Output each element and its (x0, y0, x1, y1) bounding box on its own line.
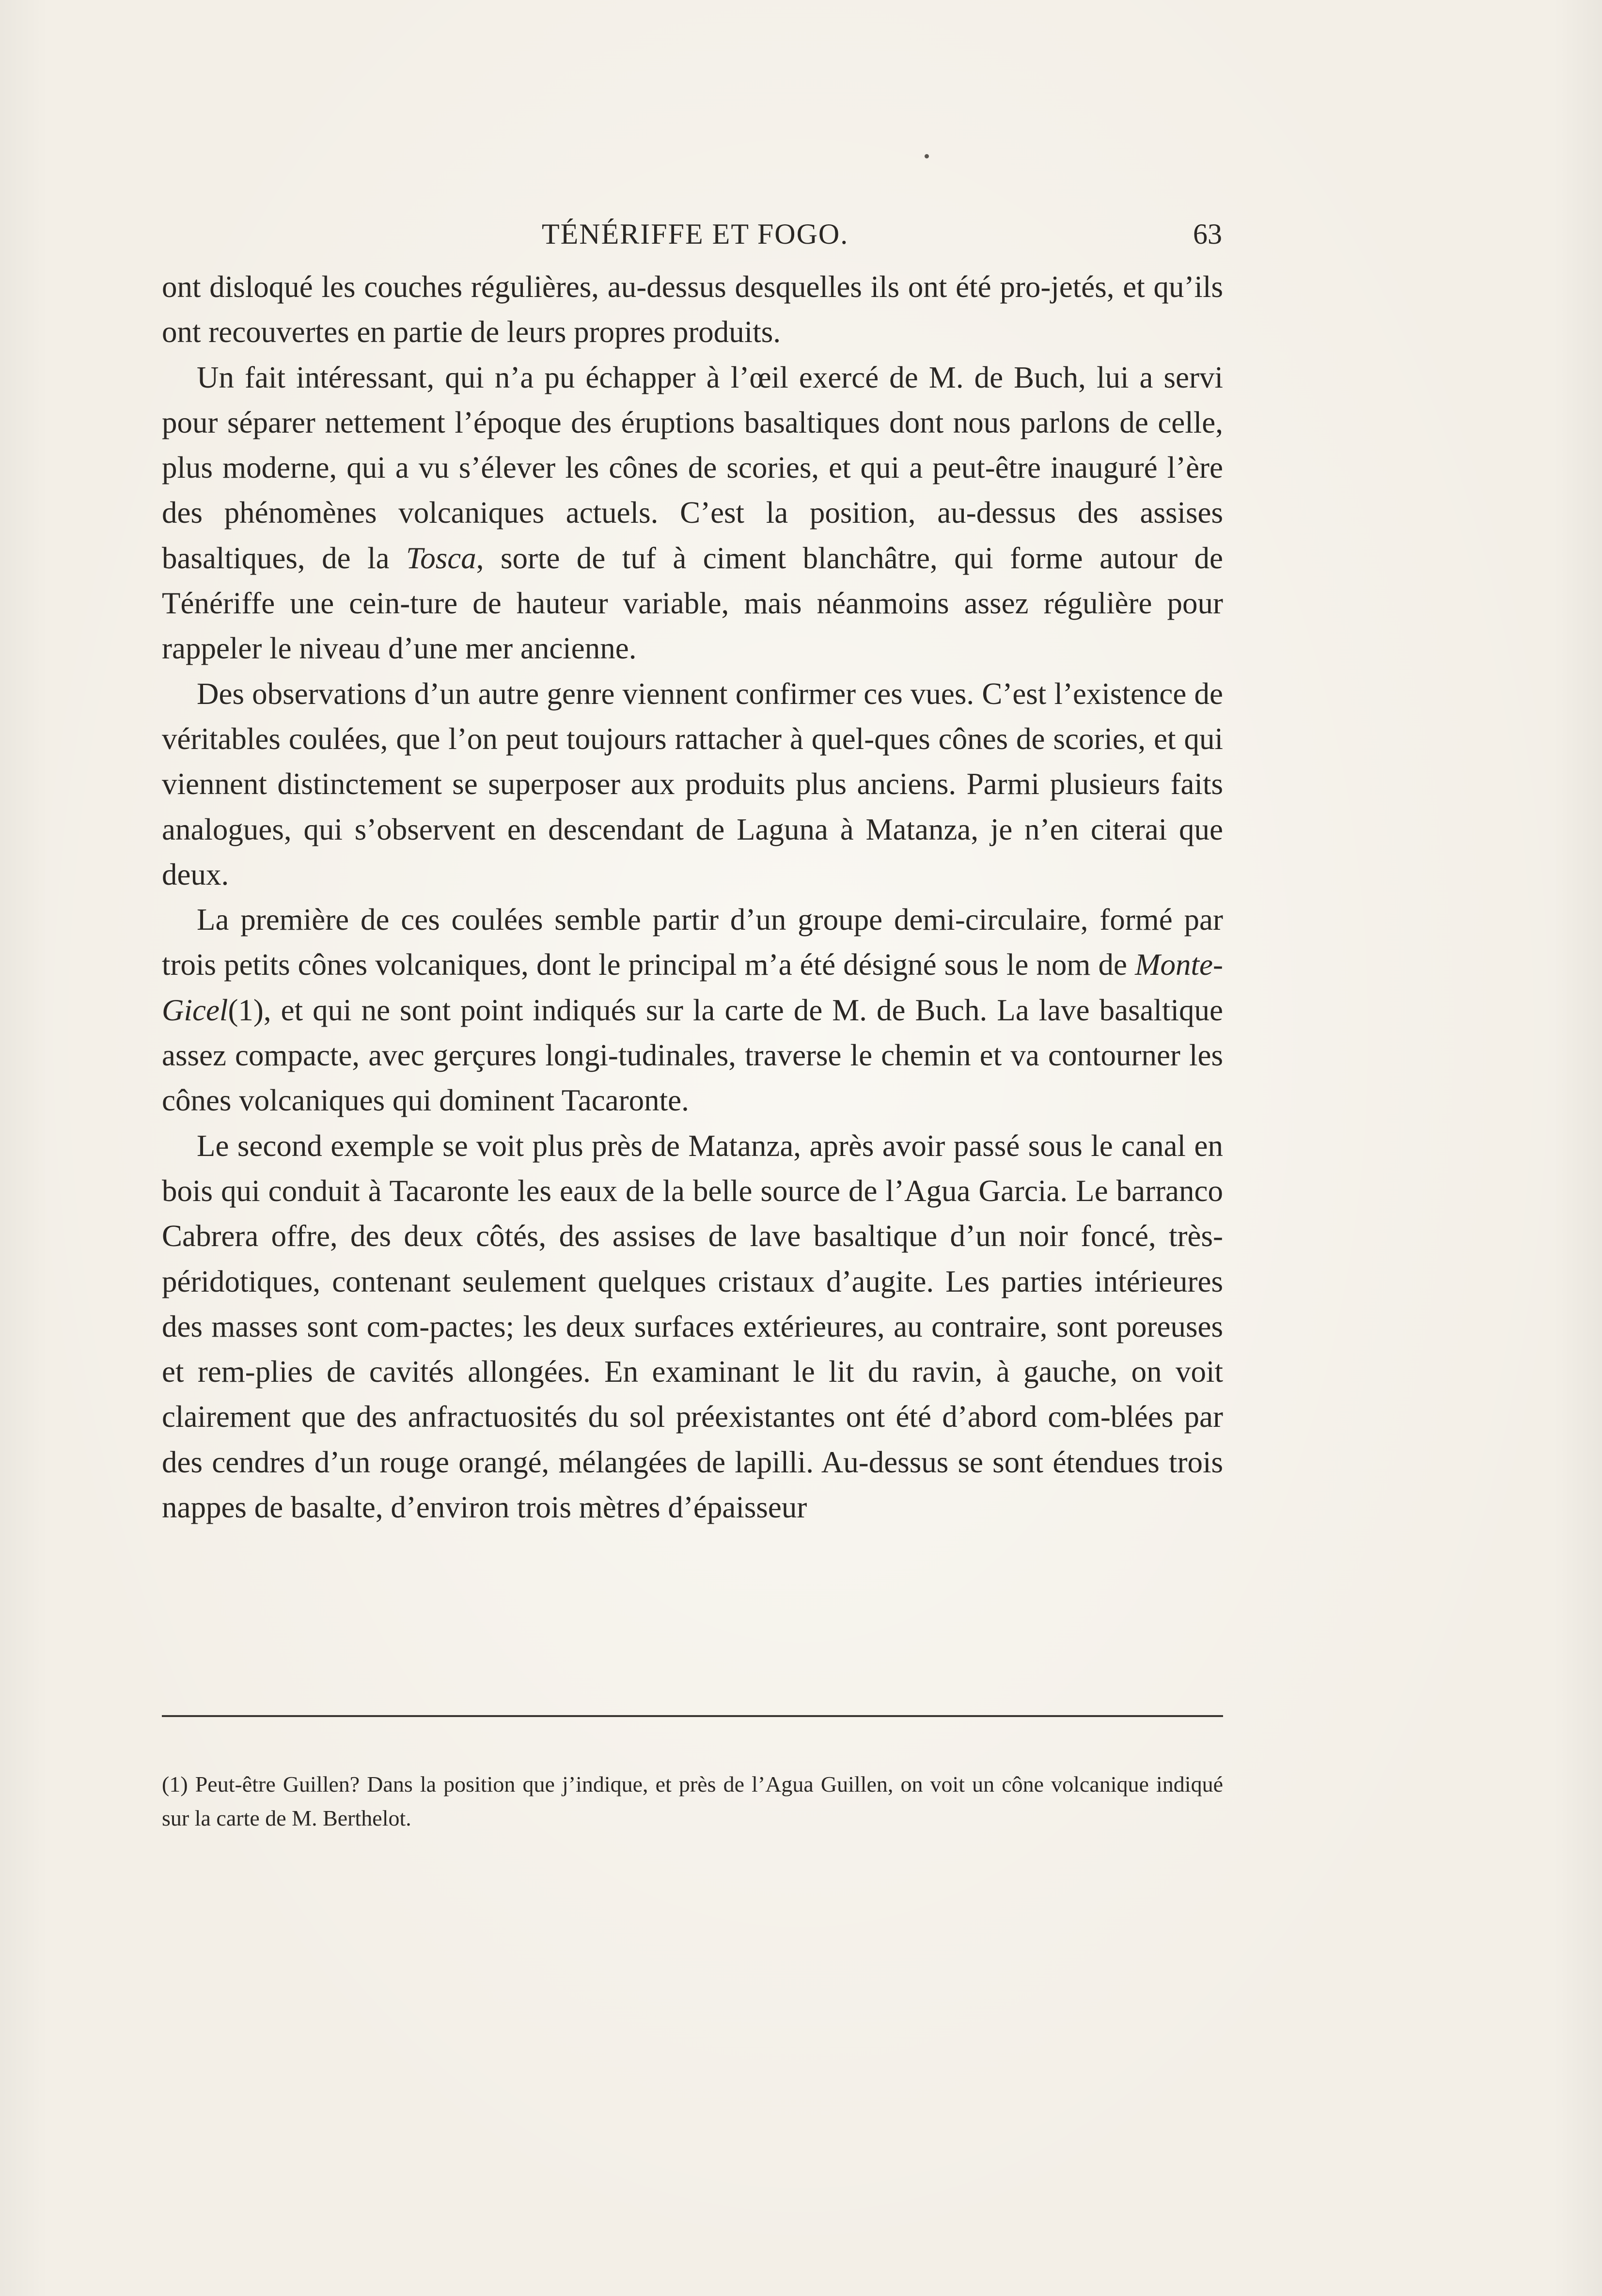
paragraph-4-text-b: , et qui ne sont point indiqués sur la carte de M. de Buch. La lave basaltique assez compacte, avec gerçures longi-tudinales, traverse le chemin et va contourner les cônes volcaniques qui dominent Tacaronte. (162, 993, 1223, 1118)
footnote-divider (162, 1715, 1223, 1717)
body-text (162, 265, 1223, 1530)
paragraph-3 (162, 672, 1223, 897)
page-number: 63 (1193, 218, 1222, 250)
paragraph-2-text-a: Un fait intéressant, qui n’a pu échapper à l’œil exercé de M. de Buch, lui a servi pour séparer nettement l’époque des éruptions basaltiques dont nous parlons de celle, plus moderne, qui a vu s’élever les cônes de scories, et qui a peut-être inauguré l’ère des phénomènes volcaniques actuels. C’est la position, au-dessus des assises basaltiques, de la (162, 360, 1223, 575)
paragraph-4 (162, 897, 1223, 1123)
ink-speck (925, 154, 929, 158)
running-title: TÉNÉRIFFE ET FOGO. (542, 218, 849, 250)
paragraph-2 (162, 355, 1223, 672)
monte-gicel-term: Monte-Gicel (162, 948, 1223, 1027)
footnote-1-marker: (1) (162, 1772, 188, 1796)
paragraph-1 (162, 265, 1223, 355)
paragraph-5-text: Le second exemple se voit plus près de Matanza, après avoir passé sous le canal en bois qui conduit à Tacaronte les eaux de la belle source de l’Agua Garcia. Le barranco Cabrera offre, des deux côtés, des assises de lave basaltique d’un noir foncé, très-péridotiques, contenant seulement quelques cristaux d’augite. Les parties intérieures des masses sont com-pactes; les deux surfaces extérieures, au contraire, sont poreuses et rem-plies de cavités allongées. En examinant le lit du ravin, à gauche, on voit clairement que des anfractuosités du sol préexistantes ont été d’abord com-blées par des cendres d’un rouge orangé, mélangées de lapilli. Au-dessus se sont étendues trois nappes de basalte, d’environ trois mètres d’épaisseur (162, 1128, 1223, 1525)
footnote-reference: (1) (228, 993, 264, 1027)
footnote-1 (162, 1767, 1223, 1835)
paragraph-5 (162, 1124, 1223, 1531)
paragraph-1-text: ont disloqué les couches régulières, au-dessus desquelles ils ont été pro-jetés, et qu’ils ont recouvertes en partie de leurs propres produits. (162, 270, 1223, 349)
footnotes (162, 1767, 1223, 1835)
paragraph-2-text-b: , sorte de tuf à ciment blanchâtre, qui forme autour de Ténériffe une cein-ture de hauteur variable, mais néanmoins assez régulière pour rappeler le niveau d’une mer ancienne. (162, 541, 1223, 666)
footnote-1-text: Peut-être Guillen? Dans la position que j’indique, et près de l’Agua Guillen, on voit un cône volcanique indiqué sur la carte de M. Berthelot. (162, 1772, 1223, 1830)
running-head (0, 212, 1602, 256)
paragraph-3-text: Des observations d’un autre genre viennent confirmer ces vues. C’est l’existence de véritables coulées, que l’on peut toujours rattacher à quel-ques cônes de scories, et qui viennent distinctement se superposer aux produits plus anciens. Parmi plusieurs faits analogues, qui s’observent en descendant de Laguna à Matanza, je n’en citerai que deux. (162, 676, 1223, 891)
tosca-term: Tosca (406, 541, 476, 575)
paragraph-4-text-a: La première de ces coulées semble partir d’un groupe demi-circulaire, formé par trois petits cônes volcaniques, dont le principal m’a été désigné sous le nom de (162, 903, 1223, 982)
